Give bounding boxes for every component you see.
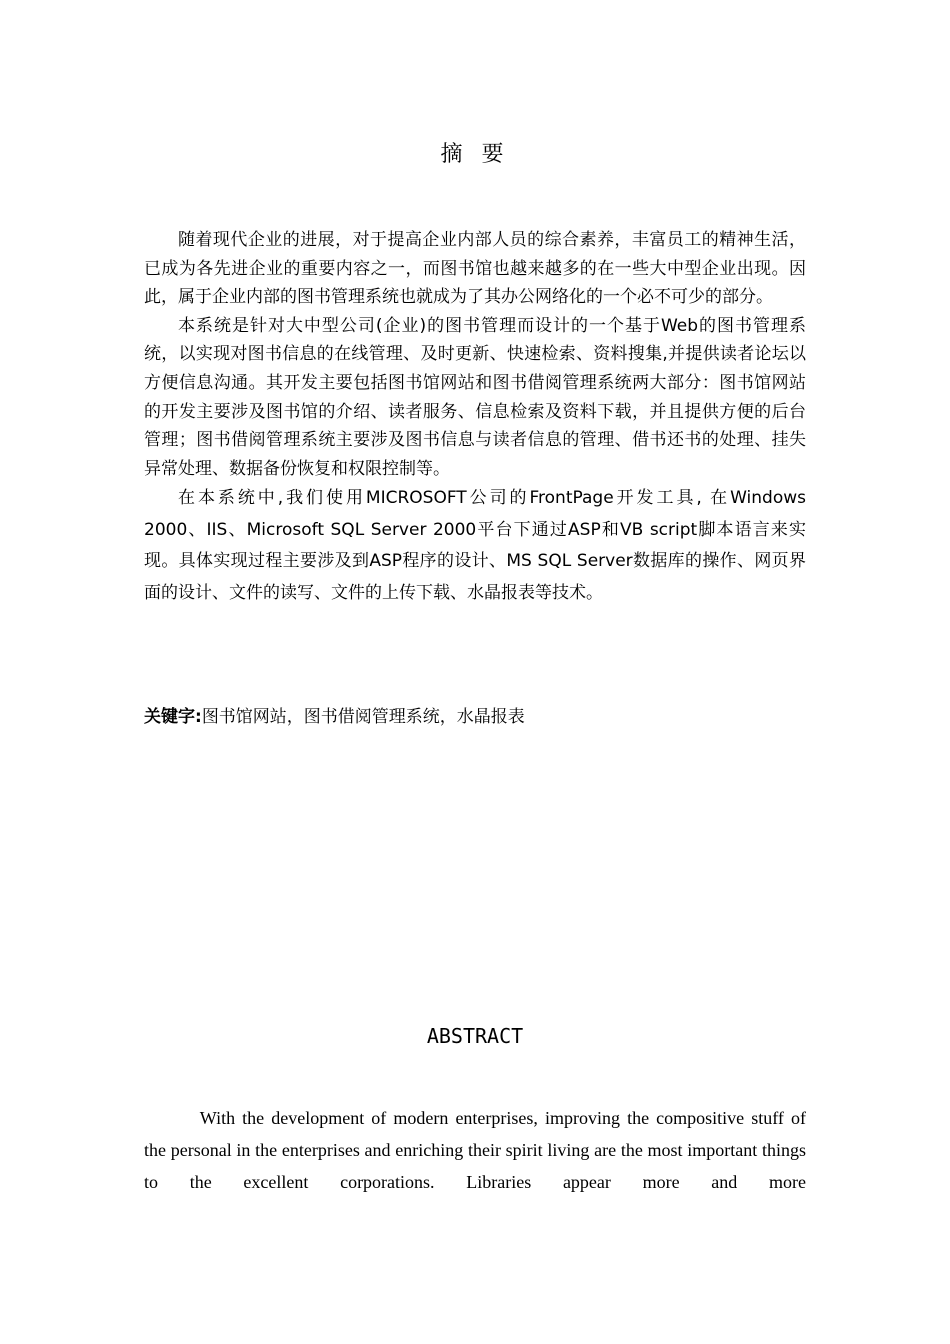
abstract-body-en	[144, 1102, 806, 1198]
abstract-paragraph-1: 随着现代企业的进展，对于提高企业内部人员的综合素养，丰富员工的精神生活，已成为各先进企业的重要内容之一，而图书馆也越来越多的在一些大中型企业出现。因此，属于企业内部的图书管理系统也就成为了其办公网络化的一个必不可少的部分。	[144, 230, 806, 308]
abstract-title-en: ABSTRACT	[426, 1024, 524, 1048]
keywords-label: 关键字:	[144, 707, 202, 727]
abstract-paragraph-3: 在本系统中,我们使用MICROSOFT公司的FrontPage开发工具, 在Windows 2000、IIS、Microsoft SQL Server 2000平台下通过ASP和VB script脚本语言来实现。具体实现过程主要涉及到ASP程序的设计、MS SQL Server数据库的操作、网页界面的设计、文件的读写、文件的上传下载、水晶报表等技术。	[144, 488, 806, 603]
abstract-paragraph-2: 本系统是针对大中型公司(企业)的图书管理而设计的一个基于Web的图书管理系统，以实现对图书信息的在线管理、及时更新、快速检索、资料搜集,并提供读者论坛以方便信息沟通。其开发主要包括图书馆网站和图书借阅管理系统两大部分：图书馆网站的开发主要涉及图书馆的介绍、读者服务、信息检索及资料下载，并且提供方便的后台管理；图书借阅管理系统主要涉及图书信息与读者信息的管理、借书还书的处理、挂失异常处理、数据备份恢复和权限控制等。	[144, 315, 806, 479]
abstract-body-cn	[144, 226, 806, 609]
abstract-title-cn: 摘 要	[440, 142, 510, 167]
keywords-value: 图书馆网站，图书借阅管理系统，水晶报表	[201, 707, 525, 727]
abstract-paragraph-en: With the development of modern enterprises, improving the compositive stuff of the personal in the enterprises and enriching their spirit living are the most important things to the excellent corporations. Libraries appear more and more	[144, 1108, 806, 1192]
keywords-line	[144, 703, 806, 731]
